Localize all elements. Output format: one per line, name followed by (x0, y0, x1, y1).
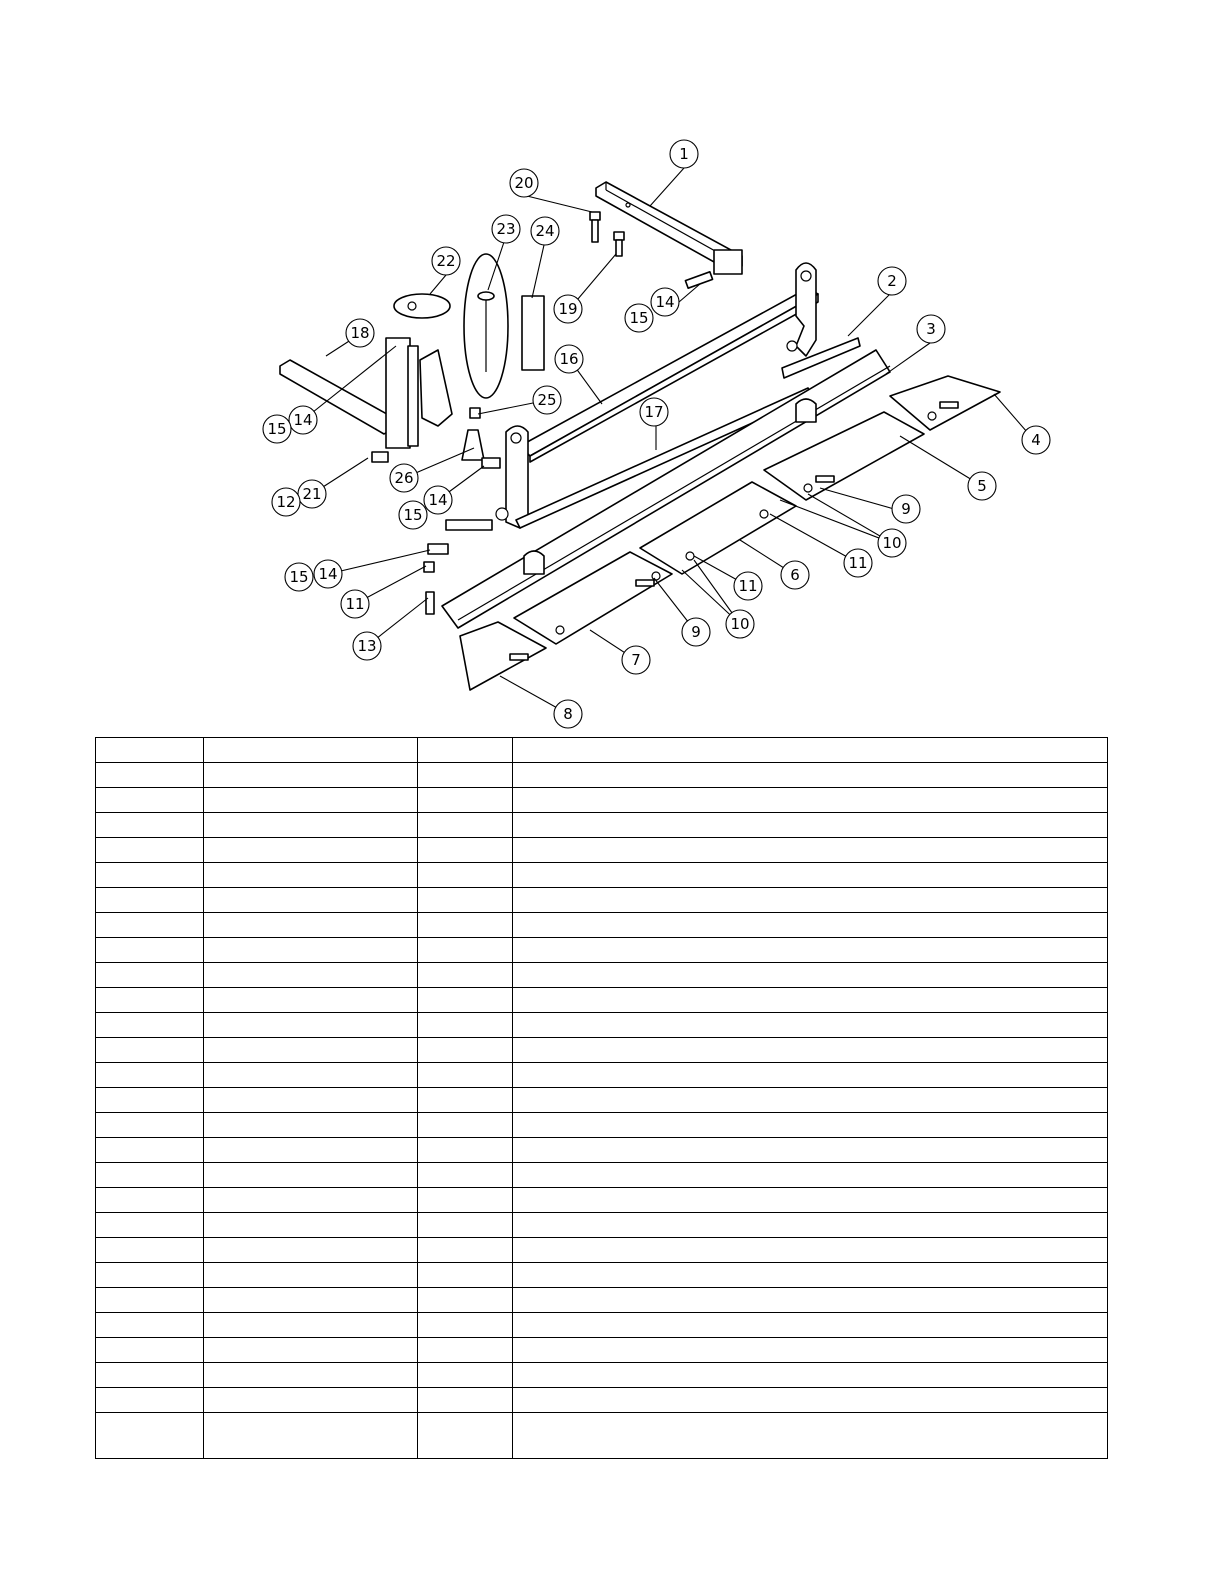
table-row (96, 1113, 1108, 1138)
table-cell (96, 1238, 204, 1263)
table-cell (96, 1138, 204, 1163)
part-24-spring (522, 296, 544, 370)
table-cell (204, 988, 418, 1013)
table-cell (204, 838, 418, 863)
callout-1 (670, 140, 698, 168)
parts-table-body (96, 738, 1108, 1459)
table-cell (418, 1088, 513, 1113)
table-cell (96, 763, 204, 788)
table-cell (513, 1238, 1108, 1263)
table-cell (418, 813, 513, 838)
table-cell (204, 1063, 418, 1088)
callout-15-top (625, 304, 653, 332)
svg-text:10: 10 (730, 615, 750, 633)
table-cell (418, 938, 513, 963)
table-cell (204, 863, 418, 888)
table-cell (418, 1113, 513, 1138)
table-row (96, 913, 1108, 938)
table-cell (418, 1338, 513, 1363)
svg-text:7: 7 (631, 651, 641, 669)
table-row (96, 1188, 1108, 1213)
callout-3 (917, 315, 945, 343)
table-row (96, 763, 1108, 788)
table-row (96, 1013, 1108, 1038)
table-cell (204, 738, 418, 763)
table-row (96, 1238, 1108, 1263)
callout-11-mid (734, 572, 762, 600)
svg-text:16: 16 (559, 350, 579, 368)
svg-text:4: 4 (1031, 431, 1041, 449)
table-cell (418, 1063, 513, 1088)
svg-text:20: 20 (514, 174, 534, 192)
table-cell (204, 763, 418, 788)
table-cell (513, 1188, 1108, 1213)
table-row (96, 1263, 1108, 1288)
svg-text:24: 24 (535, 222, 555, 240)
svg-text:1: 1 (679, 145, 689, 163)
table-cell (418, 1138, 513, 1163)
table-row (96, 838, 1108, 863)
table-cell (204, 1338, 418, 1363)
callout-14-mid (424, 486, 452, 514)
table-cell (96, 1363, 204, 1388)
table-row (96, 1213, 1108, 1238)
table-cell (204, 1013, 418, 1038)
table-cell (513, 788, 1108, 813)
callout-17 (640, 398, 668, 426)
callout-11-right (844, 549, 872, 577)
table-cell (418, 1313, 513, 1338)
table-cell (96, 1388, 204, 1413)
table-row (96, 1063, 1108, 1088)
table-cell (513, 1363, 1108, 1388)
table-cell (96, 1213, 204, 1238)
callout-4 (1022, 426, 1050, 454)
svg-text:15: 15 (403, 506, 423, 524)
table-cell (513, 888, 1108, 913)
callout-20 (510, 169, 538, 197)
svg-text:15: 15 (289, 568, 309, 586)
table-cell (204, 938, 418, 963)
table-cell (513, 738, 1108, 763)
callout-19 (554, 295, 582, 323)
svg-text:25: 25 (537, 391, 557, 409)
table-cell (96, 1263, 204, 1288)
table-cell (96, 813, 204, 838)
table-cell (513, 1388, 1108, 1413)
table-row (96, 1388, 1108, 1413)
table-cell (513, 1013, 1108, 1038)
table-cell (513, 1088, 1108, 1113)
svg-text:13: 13 (357, 637, 377, 655)
svg-text:17: 17 (644, 403, 664, 421)
table-row (96, 1138, 1108, 1163)
svg-text:19: 19 (558, 300, 578, 318)
table-cell (204, 1113, 418, 1138)
svg-text:11: 11 (848, 554, 868, 572)
callout-13 (353, 632, 381, 660)
table-cell (96, 863, 204, 888)
callout-11-left (341, 590, 369, 618)
svg-text:15: 15 (267, 420, 287, 438)
parts-list-table (95, 737, 1108, 1459)
table-cell (418, 1263, 513, 1288)
callout-21 (298, 480, 326, 508)
table-row (96, 738, 1108, 763)
table-cell (513, 1138, 1108, 1163)
callout-2 (878, 267, 906, 295)
table-cell (418, 1288, 513, 1313)
table-cell (96, 1338, 204, 1363)
callout-14-bottom (314, 560, 342, 588)
table-cell (418, 1163, 513, 1188)
svg-text:14: 14 (428, 491, 448, 509)
table-cell (96, 913, 204, 938)
table-row (96, 1088, 1108, 1113)
table-cell (513, 913, 1108, 938)
table-cell (96, 1163, 204, 1188)
callout-10-mid (726, 610, 754, 638)
table-cell (418, 1238, 513, 1263)
svg-text:9: 9 (691, 623, 701, 641)
table-cell (96, 963, 204, 988)
table-cell (96, 888, 204, 913)
part-1-tube (596, 182, 742, 274)
table-cell (96, 1113, 204, 1138)
table-cell (204, 1363, 418, 1388)
table-cell (418, 838, 513, 863)
table-cell (513, 1213, 1108, 1238)
table-cell (204, 1313, 418, 1338)
table-cell (96, 1038, 204, 1063)
table-row (96, 988, 1108, 1013)
callout-24 (531, 217, 559, 245)
table-row (96, 1363, 1108, 1388)
table-cell (204, 813, 418, 838)
table-row (96, 1338, 1108, 1363)
svg-text:23: 23 (496, 220, 516, 238)
table-cell (418, 1188, 513, 1213)
table-cell (96, 1288, 204, 1313)
table-cell (96, 1313, 204, 1338)
table-row (96, 1288, 1108, 1313)
table-cell (513, 963, 1108, 988)
callout-5 (968, 472, 996, 500)
table-row (96, 963, 1108, 988)
svg-text:14: 14 (293, 411, 313, 429)
table-cell (96, 1063, 204, 1088)
svg-text:18: 18 (350, 324, 370, 342)
table-cell (204, 1238, 418, 1263)
svg-text:10: 10 (882, 534, 902, 552)
table-cell (513, 1063, 1108, 1088)
table-cell (96, 788, 204, 813)
table-cell (513, 1338, 1108, 1363)
table-cell (513, 1413, 1108, 1459)
part-23-assembly (464, 254, 508, 398)
table-cell (96, 738, 204, 763)
svg-text:15: 15 (629, 309, 649, 327)
svg-text:2: 2 (887, 272, 897, 290)
callout-16 (555, 345, 583, 373)
table-cell (513, 763, 1108, 788)
table-cell (418, 913, 513, 938)
table-cell (204, 1263, 418, 1288)
table-cell (418, 1363, 513, 1388)
callout-14-left (289, 406, 317, 434)
callout-8 (554, 700, 582, 728)
table-cell (204, 1288, 418, 1313)
table-cell (96, 1413, 204, 1459)
svg-text:12: 12 (276, 493, 296, 511)
table-cell (96, 1188, 204, 1213)
table-cell (204, 1213, 418, 1238)
callout-15-mid (399, 501, 427, 529)
callout-10-right (878, 529, 906, 557)
table-cell (418, 1213, 513, 1238)
table-row (96, 1413, 1108, 1459)
table-cell (96, 938, 204, 963)
table-cell (418, 963, 513, 988)
svg-text:3: 3 (926, 320, 936, 338)
table-cell (204, 1163, 418, 1188)
svg-text:14: 14 (655, 293, 675, 311)
callout-14-top (651, 288, 679, 316)
table-cell (418, 988, 513, 1013)
svg-text:8: 8 (563, 705, 573, 723)
callout-25 (533, 386, 561, 414)
table-cell (513, 1288, 1108, 1313)
table-row (96, 1163, 1108, 1188)
svg-text:6: 6 (790, 566, 800, 584)
table-cell (418, 788, 513, 813)
exploded-parts-diagram (0, 0, 1224, 740)
callout-12 (272, 488, 300, 516)
table-cell (204, 963, 418, 988)
callout-7 (622, 646, 650, 674)
callout-18 (346, 319, 374, 347)
callout-22 (432, 247, 460, 275)
table-cell (513, 1163, 1108, 1188)
table-cell (513, 1313, 1108, 1338)
table-row (96, 1313, 1108, 1338)
part-8-skid (460, 622, 546, 690)
table-cell (418, 1388, 513, 1413)
table-row (96, 813, 1108, 838)
table-cell (204, 888, 418, 913)
svg-text:5: 5 (977, 477, 987, 495)
svg-text:26: 26 (394, 469, 414, 487)
table-cell (418, 763, 513, 788)
table-cell (513, 838, 1108, 863)
part-22-plate (394, 294, 450, 318)
part-19-20-pins (590, 212, 624, 256)
callout-23 (492, 215, 520, 243)
table-cell (204, 1088, 418, 1113)
table-cell (513, 1263, 1108, 1288)
svg-text:9: 9 (901, 500, 911, 518)
table-cell (96, 1013, 204, 1038)
table-cell (204, 1188, 418, 1213)
svg-text:21: 21 (302, 485, 322, 503)
table-cell (204, 1138, 418, 1163)
table-cell (513, 1038, 1108, 1063)
table-cell (418, 1038, 513, 1063)
callout-9-mid (682, 618, 710, 646)
table-cell (204, 1413, 418, 1459)
table-cell (418, 863, 513, 888)
callout-15-bottom (285, 563, 313, 591)
svg-text:14: 14 (318, 565, 338, 583)
svg-text:11: 11 (738, 577, 758, 595)
table-cell (204, 1038, 418, 1063)
table-row (96, 863, 1108, 888)
table-row (96, 1038, 1108, 1063)
table-cell (513, 813, 1108, 838)
table-row (96, 888, 1108, 913)
table-row (96, 788, 1108, 813)
table-cell (96, 838, 204, 863)
table-row (96, 938, 1108, 963)
table-cell (418, 1013, 513, 1038)
callout-15-left (263, 415, 291, 443)
table-cell (513, 863, 1108, 888)
table-cell (513, 938, 1108, 963)
callout-9-right (892, 495, 920, 523)
table-cell (204, 913, 418, 938)
table-cell (204, 788, 418, 813)
table-cell (513, 988, 1108, 1013)
callout-6 (781, 561, 809, 589)
callout-26 (390, 464, 418, 492)
svg-text:22: 22 (436, 252, 456, 270)
table-cell (418, 738, 513, 763)
table-cell (96, 1088, 204, 1113)
svg-text:11: 11 (345, 595, 365, 613)
table-cell (96, 988, 204, 1013)
table-cell (418, 1413, 513, 1459)
table-cell (204, 1388, 418, 1413)
table-cell (513, 1113, 1108, 1138)
table-cell (418, 888, 513, 913)
